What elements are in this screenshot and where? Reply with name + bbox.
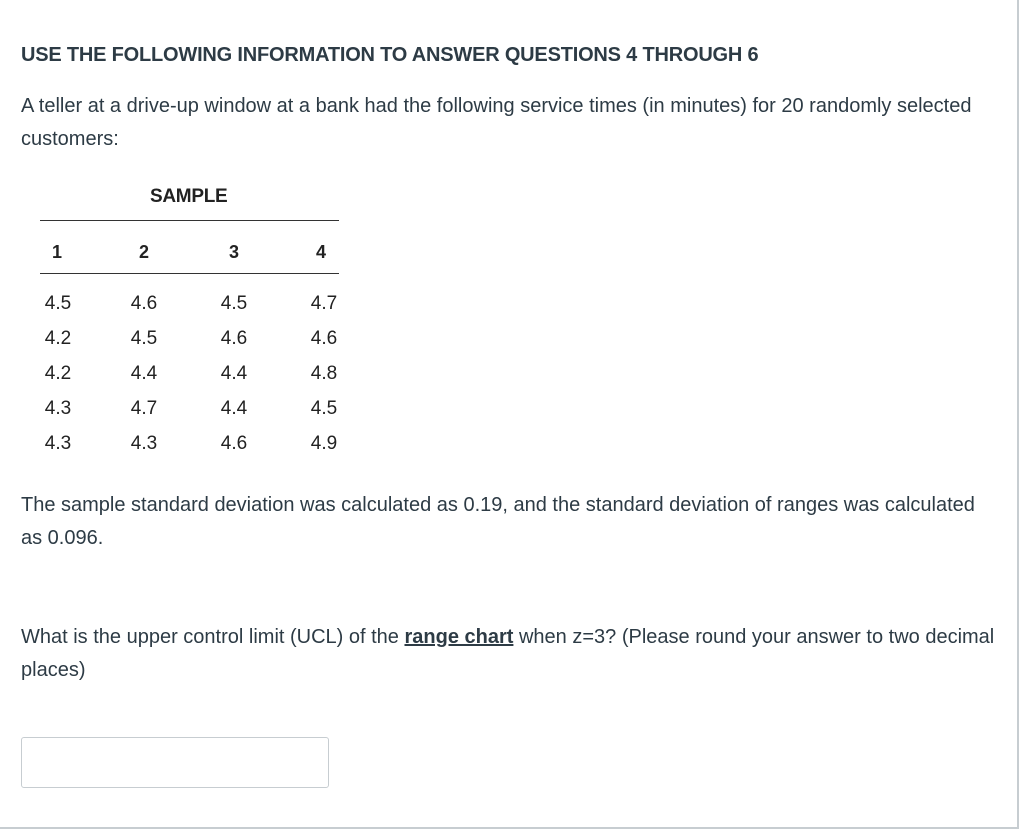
table-cell: 4.4 <box>130 363 158 384</box>
table-cell: 4.6 <box>310 328 338 349</box>
column-header: 1 <box>51 242 62 262</box>
table-cell: 4.8 <box>310 363 338 384</box>
table-cell: 4.5 <box>220 293 248 314</box>
table-cell: 4.6 <box>220 328 248 349</box>
column-header: 4 <box>315 242 326 262</box>
section-heading: USE THE FOLLOWING INFORMATION TO ANSWER QUESTIONS 4 THROUGH 6 <box>21 44 759 66</box>
question-text-after: when z=3? (Please round your answer to two decimal places) <box>21 626 995 681</box>
table-cell: 4.2 <box>44 363 72 384</box>
table-cell: 4.9 <box>310 433 338 454</box>
table-cell: 4.7 <box>310 293 338 314</box>
table-cell: 4.7 <box>130 398 158 419</box>
table-cell: 4.4 <box>220 363 248 384</box>
question-text-before: What is the upper control limit (UCL) of the <box>21 626 405 648</box>
answer-input[interactable] <box>21 737 329 788</box>
table-cell: 4.6 <box>220 433 248 454</box>
table-caption: SAMPLE <box>150 186 228 207</box>
range-chart-link[interactable]: range chart <box>404 626 514 648</box>
table-rule-top <box>40 220 339 221</box>
table-cell: 4.3 <box>44 433 72 454</box>
table-cell: 4.5 <box>130 328 158 349</box>
table-cell: 4.6 <box>130 293 158 314</box>
table-rule-header <box>40 273 339 274</box>
table-cell: 4.5 <box>310 398 338 419</box>
table-cell: 4.3 <box>44 398 72 419</box>
column-header: 3 <box>228 242 239 262</box>
table-cell: 4.4 <box>220 398 248 419</box>
table-cell: 4.3 <box>130 433 158 454</box>
intro-text: A teller at a drive-up window at a bank had the following service times (in minutes) for 20 randomly selected customers: <box>21 95 972 150</box>
column-header: 2 <box>138 242 149 262</box>
question-text <box>21 621 996 687</box>
table-cell: 4.5 <box>44 293 72 314</box>
stats-text: The sample standard deviation was calculated as 0.19, and the standard deviation of ranges was calculated as 0.096. <box>21 494 975 549</box>
table-cell: 4.2 <box>44 328 72 349</box>
